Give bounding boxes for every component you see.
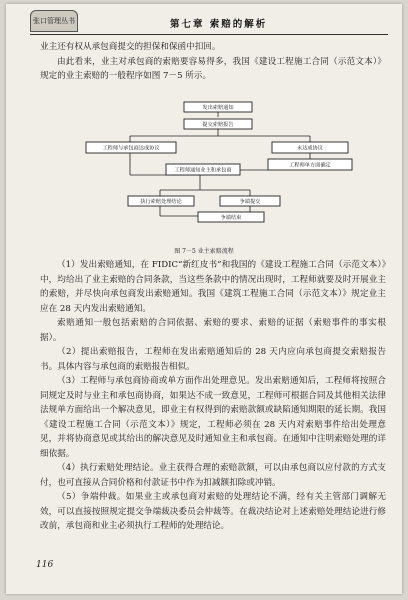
paragraph-5: （4）执行索赔处理结论。业主获得合理的索赔款额，可以由承包商以应付款的方式支付，也可直接从合同价格和付款证书中作为扣减额扣除或冲销。: [40, 463, 386, 488]
paragraph-3: （2）提出索赔报告，工程师在发出索赔通知后的 28 天内应向承包商提交索赔报告书。具体内容与承包商的索赔报告相似。: [40, 347, 386, 372]
box-execute-label: 执行索赔处理结论: [140, 199, 182, 205]
paragraph-1: （1）发出索赔通知，在 FIDIC“新红皮书”和我国的《建设工程施工合同（示范文本）》中，均给出了业主索赔的合同条款，当这些条款中的情况出现时，工程师就要及时开展业主的索赔，并尽快向承包商发出索赔通知。我国《建筑工程施工合同（示范文本）》规定业主应在 28 天内发出索赔通知。: [40, 260, 386, 314]
paragraph-4: （3）工程师与承包商协商或单方面作出处理意见。发出索赔通知后，工程师将按照合同规定及时与业主和承包商协商，如果达不成一致意见，工程师可根据合同及其他相关法律法规单方面给出一个解决意见，即业主有权得到的索赔款额或缺陷通知期限的延长期。我国《建设工程施工合同（示范文本）》规定，工程师必须在 28 天内对索赔事件给出处理意见，并将协商意见或其给出的解决意见及时通知业主和承包商。在通知中注明索赔处理的详细依据。: [40, 376, 386, 459]
paragraph-continuation: 业主还有权从承包商提交的担保和保函中扣回。: [40, 42, 221, 52]
box-dispute-label: 争端提交: [239, 199, 261, 205]
box-submit-report-label: 提交索赔报告: [202, 122, 234, 128]
figure-caption: 图 7－5 业主索赔流程: [174, 248, 234, 255]
chapter-title: 第七章 索赔的解析: [170, 19, 268, 30]
box-engineer-agree-label: 工程师与承包商达成协议: [102, 145, 160, 152]
body-text: [40, 258, 386, 534]
paragraph-6: （5）争端仲裁。如果业主或承包商对索赔的处理结论不满，经有关主管部门调解无效，可以直接按照规定提交争端裁决委员会仲裁等。在裁决结论对上述索赔处理结论进行修改前，承包商和业主必须执行工程师的处理结论。: [40, 492, 386, 531]
box-end-label: 争端结束: [220, 215, 242, 221]
paragraph-2: 索赔通知一般包括索赔的合同依据、索赔的要求、索赔的证据（索赔事件的事实根据）。: [40, 318, 386, 343]
box-send-notice-label: 发出索赔通知: [202, 105, 234, 111]
series-logo: 张口管理丛书: [30, 10, 78, 32]
paragraph-intro: 由此看来，业主对承包商的索赔要容易得多，我国《建设工程施工合同（示范文本）》规定的业主索赔的一般程序如图 7－5 所示。: [40, 56, 386, 81]
box-notify-label: 工程师通知业主和承包商: [174, 167, 232, 174]
box-not-agree-label: 未达成协议: [297, 145, 323, 152]
box-engineer-decide-label: 工程师单方面确定: [289, 162, 331, 169]
page-number: 116: [36, 560, 54, 570]
